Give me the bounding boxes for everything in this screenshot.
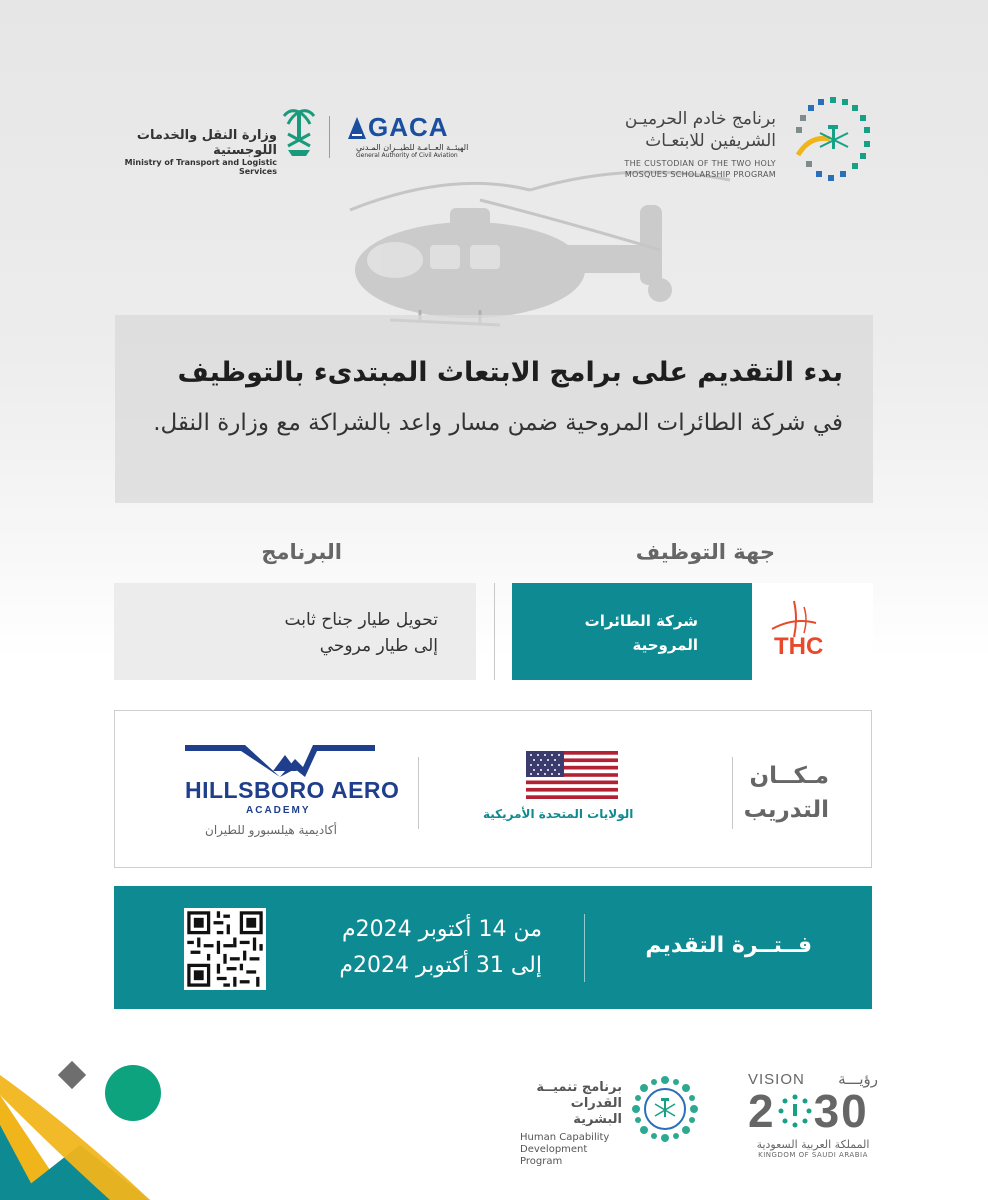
- program-label: البرنامج: [261, 540, 342, 564]
- training-country: الولايات المتحدة الأمريكية: [483, 807, 634, 821]
- qr-code-icon: [184, 908, 266, 990]
- employer-box: [512, 583, 752, 680]
- ministry-ar-name: وزارة النقل والخدمات اللوجستية: [136, 128, 277, 158]
- usa-flag-icon: [526, 751, 618, 799]
- vision-word: VISION: [748, 1070, 805, 1088]
- headline-box: [115, 315, 873, 503]
- headline-subtitle: في شركة الطائرات المروحية ضمن مسار واعد بالشراكة مع وزارة النقل.: [153, 410, 843, 436]
- header-divider: [329, 116, 330, 158]
- scholarship-en-line2: MOSQUES SCHOLARSHIP PROGRAM: [624, 170, 776, 179]
- application-dates: [339, 912, 542, 984]
- ministry-logo-text: [112, 128, 277, 176]
- gaca-emblem-icon: [346, 115, 368, 141]
- training-box: [114, 710, 872, 868]
- hillsboro-academy: ACADEMY: [246, 805, 311, 816]
- hcdp-logo-icon: [628, 1072, 702, 1146]
- training-divider-left: [418, 757, 419, 829]
- training-label: [744, 759, 829, 827]
- program-box: [114, 583, 476, 680]
- scholarship-program-text: [576, 108, 776, 180]
- scholarship-en-line1: THE CUSTODIAN OF THE TWO HOLY: [624, 159, 776, 168]
- headline-title: بدء التقديم على برامج الابتعاث المبتدىء بالتوظيف: [177, 357, 843, 388]
- scholarship-ar-line1: برنامج خادم الحرميـن: [624, 109, 776, 129]
- program-line2: إلى طيار مروحي: [319, 636, 438, 656]
- scholarship-ar-line2: الشريفين للابتعـاث: [645, 131, 776, 151]
- application-divider: [584, 914, 585, 982]
- vision-emblem-icon: [778, 1094, 812, 1128]
- decorative-shapes: [0, 1055, 180, 1200]
- hcdp-ar-line1: برنامج تنميــة: [536, 1080, 622, 1095]
- vision-en-country: KINGDOM OF SAUDI ARABIA: [758, 1151, 868, 1159]
- application-from: من 14 أكتوبر 2024م: [342, 917, 542, 942]
- gaca-word: GACA: [368, 112, 449, 142]
- application-box: [114, 886, 872, 1009]
- vision-ar-word: رؤيـــة: [838, 1071, 878, 1088]
- vision-2030-logo: [748, 1070, 878, 1159]
- gaca-logo: [346, 112, 476, 159]
- hillsboro-mountain-icon: [185, 741, 375, 777]
- hcdp-en-line2: Development Program: [520, 1144, 588, 1167]
- employer-label: جهة التوظيف: [635, 540, 775, 564]
- gaca-ar-name: الهيئــة العــامـة للطيــران المـدني: [356, 143, 469, 152]
- scholarship-program-logo-icon: [790, 95, 880, 185]
- hillsboro-ar-name: أكاديمية هيلسبورو للطيران: [205, 823, 337, 837]
- employer-name: [585, 609, 698, 657]
- ministry-en-name: Ministry of Transport and Logistic Services: [124, 158, 277, 176]
- hcdp-text: [520, 1080, 622, 1168]
- application-to: إلى 31 أكتوبر 2024م: [339, 953, 542, 978]
- vision-ar-country: المملكة العربية السعودية: [756, 1138, 870, 1151]
- employer-name-line1: شركة الطائرات: [584, 612, 698, 630]
- gaca-en-name: General Authority of Civil Aviation: [356, 152, 458, 159]
- row-divider: [494, 583, 495, 680]
- vision-year-two: 2: [748, 1085, 776, 1137]
- training-divider-right: [732, 757, 733, 829]
- vision-year-thirty: 30: [813, 1085, 869, 1137]
- thc-logo: [752, 583, 873, 680]
- ministry-palm-emblem-icon: [282, 106, 316, 158]
- application-label: فــتــرة التقديم: [645, 933, 812, 958]
- hcdp-ar-line2: القدرات البشرية: [570, 1096, 622, 1127]
- qr-code[interactable]: [184, 908, 266, 990]
- hcdp-en-line1: Human Capability: [520, 1132, 610, 1143]
- thc-word: THC: [774, 633, 824, 660]
- hillsboro-name: HILLSBORO AERO: [185, 777, 400, 803]
- training-label-line2: التدريب: [743, 797, 829, 823]
- training-label-line1: مـكــان: [749, 763, 829, 789]
- employer-name-line2: المروحية: [632, 636, 698, 654]
- program-line1: تحويل طيار جناح ثابت: [284, 610, 438, 630]
- program-text: [285, 607, 438, 659]
